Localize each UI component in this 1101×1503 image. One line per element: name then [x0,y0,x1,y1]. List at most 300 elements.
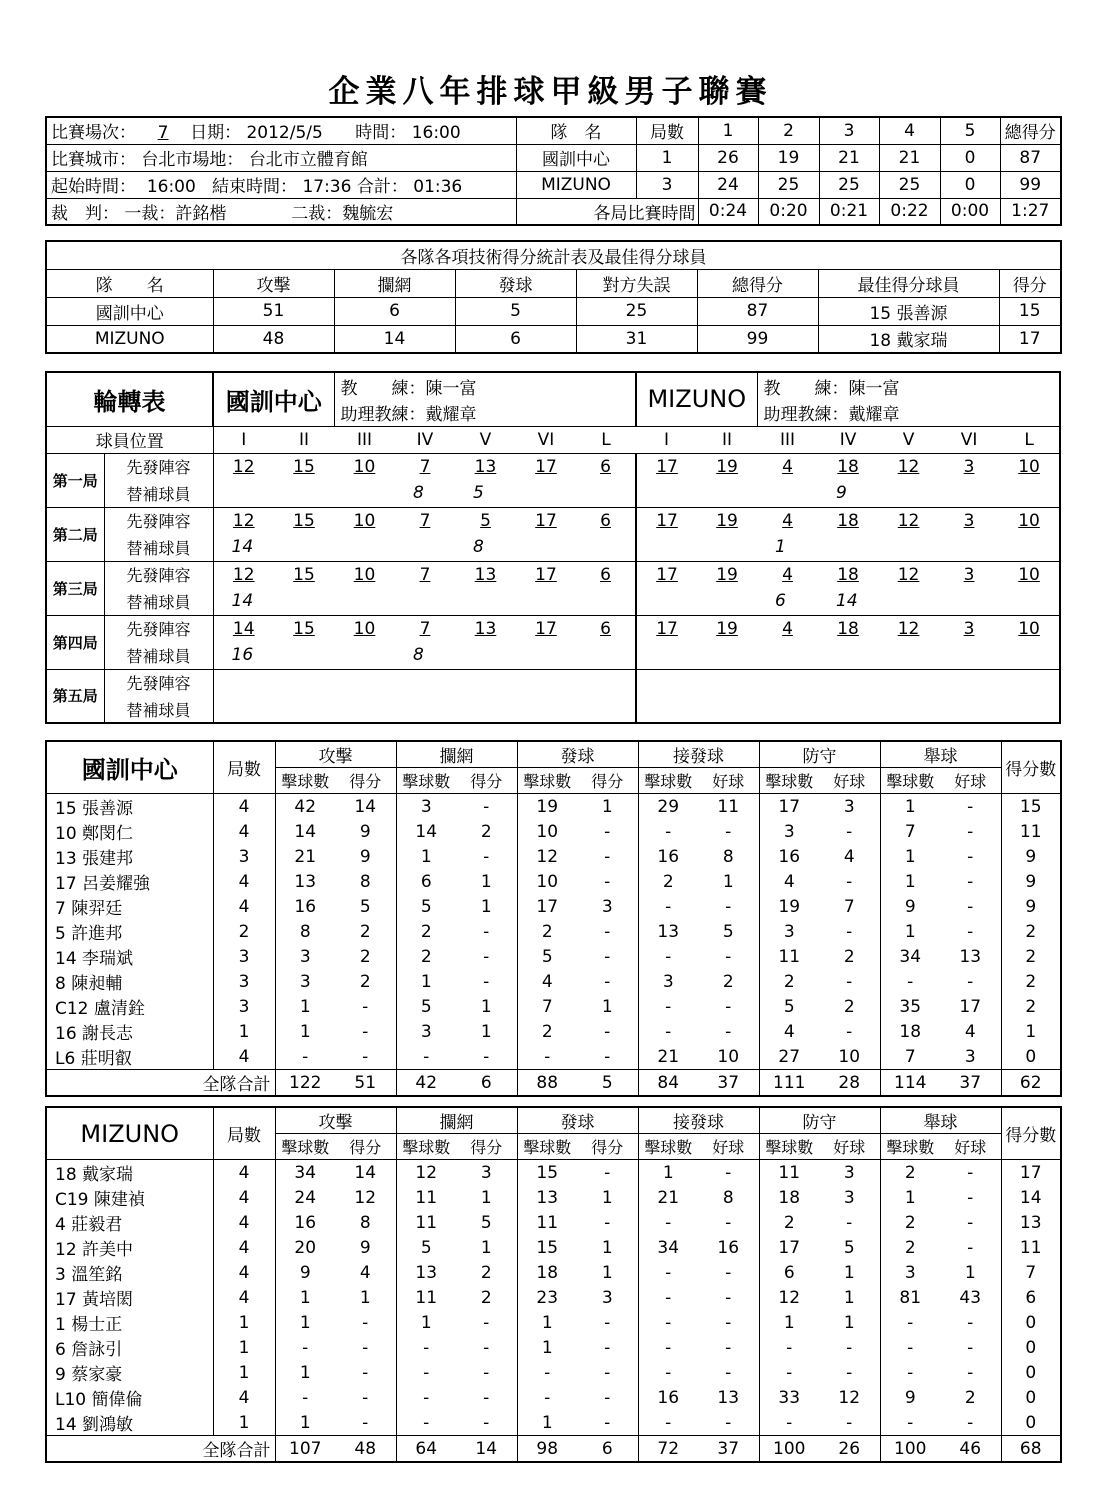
player-stat: 3 [275,969,335,994]
player-stat: 7 [819,894,880,919]
player-stat: 1 [517,1410,577,1436]
team-b-sub-player [939,642,999,669]
score-team-b: MIZUNO [516,171,636,198]
player-stat: - [456,1335,517,1360]
team-a-sub-player: 14 [213,534,274,561]
position-header: IV [395,426,455,453]
set-label: 第三局 [46,561,104,615]
player-stat: - [577,919,638,944]
substitute-label: 替補球員 [104,480,213,507]
team-b-start-player: 12 [878,453,939,480]
team-b-sub-player [697,534,757,561]
player-stat: - [517,1044,577,1070]
player-stat: 17 [759,1235,819,1260]
team-a-sub-player: 8 [395,480,455,507]
player-stat: - [275,1335,335,1360]
team-a-start-player: 7 [395,561,455,588]
player-stat: - [335,1360,396,1385]
player-stat: 11 [698,794,759,820]
player-stat: - [940,1160,1001,1186]
team-b-start-player: 18 [818,561,878,588]
stats-sub-header: 擊球數 [638,768,698,794]
player-stat: 9 [335,844,396,869]
team-a-sub-player [395,534,455,561]
team-a-start-player: 6 [576,561,636,588]
player-stat: - [638,1260,698,1285]
rotation-team-b-assistant: 助理教練：戴耀章 [757,399,1060,426]
team-a-sub-player [516,534,576,561]
team-total-value: 37 [940,1070,1001,1097]
player-stat: - [940,1310,1001,1335]
player-stat: - [940,969,1001,994]
player-row [46,1019,1061,1044]
player-stat: 4 [213,794,275,820]
team-a-start-player: 12 [213,507,274,534]
player-stat: - [577,969,638,994]
team-a-sub-player [334,480,395,507]
team-total-value: 98 [517,1436,577,1463]
player-name: 10 鄭閔仁 [46,819,213,844]
player-stat: 9 [335,819,396,844]
player-stat: - [638,1335,698,1360]
player-stat: 2 [335,944,396,969]
player-stat: - [456,1310,517,1335]
player-stat: - [638,1210,698,1235]
player-name: 4 莊毅君 [46,1210,213,1235]
player-stat: 7 [517,994,577,1019]
player-stat: 2 [456,819,517,844]
position-header: V [455,426,516,453]
player-stat: 1 [456,869,517,894]
team-a-sub-player [213,696,274,723]
team-b-sub-player [636,696,697,723]
player-stat: - [880,1310,940,1335]
player-stat: 34 [275,1160,335,1186]
player-stat: - [275,1044,335,1070]
player-stat: 1 [456,1019,517,1044]
team-b-start-player: 19 [697,453,757,480]
rotation-team-a-coach: 教 練：陳一富 [334,372,636,399]
team-a-sub-player [274,534,334,561]
player-row [46,969,1061,994]
rotation-team-b-coach: 教 練：陳一富 [757,372,1060,399]
team-a-start-player [334,669,395,696]
team-b-sub-player: 6 [757,588,818,615]
player-name: C12 盧清銓 [46,994,213,1019]
player-stat: 42 [275,794,335,820]
stats-team-name: 國訓中心 [46,741,213,794]
player-stat: - [638,1310,698,1335]
player-stat: 3 [396,794,456,820]
player-stat: - [638,1019,698,1044]
team-b-sub-player [636,480,697,507]
player-stat: 14 [335,1160,396,1186]
player-stat: - [456,1410,517,1436]
player-stat: - [698,1285,759,1310]
player-stat: - [940,919,1001,944]
player-stat: - [698,1410,759,1436]
team-a-sub-player [274,588,334,615]
stats-sub-header: 擊球數 [880,768,940,794]
team-b-sub-player: 14 [818,588,878,615]
player-stat: 2 [1001,969,1061,994]
player-name: 13 張建邦 [46,844,213,869]
player-stat: 12 [396,1160,456,1186]
player-stat: - [698,1019,759,1044]
team-a-player-stats [45,740,1062,1097]
player-stat: - [577,1310,638,1335]
stats-sub-header: 得分 [456,1134,517,1160]
player-stat: 1 [213,1410,275,1436]
player-stat: 8 [275,919,335,944]
player-stat: 11 [396,1210,456,1235]
player-stat: 3 [759,819,819,844]
team-a-start-player: 6 [576,507,636,534]
position-header: II [697,426,757,453]
stats-sub-header: 好球 [819,768,880,794]
team-b-start-player: 12 [878,615,939,642]
position-header: L [999,426,1060,453]
player-stat: - [638,1410,698,1436]
player-stat: 1 [577,794,638,820]
player-stat: 27 [759,1044,819,1070]
player-stat: 11 [517,1210,577,1235]
player-stat: 5 [819,1235,880,1260]
player-stat: 11 [1001,819,1061,844]
team-a-start-player: 15 [274,561,334,588]
player-stat: 35 [880,994,940,1019]
player-stat: 2 [335,919,396,944]
player-stat: 1 [880,794,940,820]
player-stat: - [940,819,1001,844]
player-stat: - [577,869,638,894]
player-stat: - [698,994,759,1019]
player-stat: 6 [1001,1285,1061,1310]
player-stat: 3 [213,944,275,969]
player-stat: - [698,894,759,919]
player-stat: 7 [880,1044,940,1070]
player-stat: 0 [1001,1385,1061,1410]
team-total-value: 42 [396,1070,456,1097]
player-stat: 6 [396,869,456,894]
player-stat: 4 [213,894,275,919]
set-label: 第五局 [46,669,104,723]
player-stat: 10 [819,1044,880,1070]
stats-header-points: 得分數 [1001,1107,1061,1160]
team-a-sub-player [274,480,334,507]
team-b-sub-player [878,696,939,723]
team-b-coach: 陳一富 [848,378,900,399]
team-b-sub-player [818,696,878,723]
team-a-start-player: 6 [576,615,636,642]
team-b-start-player: 12 [878,507,939,534]
team-a-sub-player [516,480,576,507]
player-stat: 10 [517,819,577,844]
player-stat: 3 [213,994,275,1019]
player-stat: 5 [456,1210,517,1235]
player-stat: 5 [517,944,577,969]
player-stat: - [577,1360,638,1385]
player-stat: 1 [638,1160,698,1186]
team-a-start-player: 7 [395,453,455,480]
team-b-assistant-coach: 戴耀章 [848,404,900,425]
team-a-start-player: 10 [334,453,395,480]
player-stat: 5 [396,994,456,1019]
player-stat: - [940,894,1001,919]
player-name: 16 謝長志 [46,1019,213,1044]
team-a-sub-player [455,588,516,615]
player-stat: 16 [759,844,819,869]
team-b-start-player: 17 [636,561,697,588]
stats-sub-header: 擊球數 [396,768,456,794]
team-a-sub-player [576,642,636,669]
player-stat: 2 [759,969,819,994]
team-total-value: 114 [880,1070,940,1097]
player-row [46,1385,1061,1410]
team-b-start-player [999,669,1060,696]
starter-label: 先發陣容 [104,507,213,534]
player-stat: 4 [213,1385,275,1410]
team-total-value: 111 [759,1070,819,1097]
player-stat: 3 [880,1260,940,1285]
team-a-start-player: 10 [334,615,395,642]
team-b-sub-player [697,588,757,615]
player-stat: - [638,1360,698,1385]
team-a-start-player: 10 [334,507,395,534]
player-stat: 1 [456,1185,517,1210]
player-stat: 13 [275,869,335,894]
player-stat: 0 [1001,1335,1061,1360]
player-stat: 3 [819,794,880,820]
player-stat: 1 [396,844,456,869]
team-a-sub-player [516,696,576,723]
player-stat: 5 [396,1235,456,1260]
team-b-start-player: 3 [939,561,999,588]
player-stat: - [940,1360,1001,1385]
stats-sub-header: 得分 [456,768,517,794]
player-name: 15 張善源 [46,794,213,820]
player-stat: 3 [456,1160,517,1186]
player-stat: 4 [759,869,819,894]
match-date: 2012/5/5 [246,123,323,144]
stats-team-name: MIZUNO [46,1107,213,1160]
player-stat: - [880,1410,940,1436]
match-info-row-4: 裁 判： 一裁：許銘楷 二裁：魏毓宏 [46,198,516,225]
player-name: 18 戴家瑞 [46,1160,213,1186]
team-total-value: 37 [698,1436,759,1463]
player-stat: 34 [880,944,940,969]
team-a-start-player: 10 [334,561,395,588]
player-stat: 2 [940,1385,1001,1410]
stats-group-header: 舉球 [880,741,1001,768]
player-stat: 1 [940,1260,1001,1285]
player-row [46,944,1061,969]
player-stat: 17 [517,894,577,919]
player-stat: - [517,1385,577,1410]
rotation-team-a-assistant: 助理教練：戴耀章 [334,399,636,426]
team-a-sub-player: 16 [213,642,274,669]
player-stat: 4 [213,1044,275,1070]
player-stat: - [819,1210,880,1235]
player-stat: - [759,1410,819,1436]
player-stat: 0 [1001,1360,1061,1385]
player-stat: 15 [517,1160,577,1186]
player-stat: 2 [517,919,577,944]
team-a-sub-player [274,696,334,723]
substitute-label: 替補球員 [104,696,213,723]
team-a-sub-player: 8 [395,642,455,669]
player-stat: 1 [880,1185,940,1210]
player-stat: 2 [1001,994,1061,1019]
player-stat: - [638,994,698,1019]
player-stat: 19 [517,794,577,820]
referee-2: 魏毓宏 [342,203,394,224]
player-stat: 1 [275,994,335,1019]
team-b-start-player [878,669,939,696]
player-stat: 4 [335,1260,396,1285]
team-a-sub-player [395,588,455,615]
player-stat: 21 [275,844,335,869]
team-a-sub-player: 8 [455,534,516,561]
total-time: 01:36 [413,177,463,197]
player-stat: 8 [335,869,396,894]
team-b-sub-player [636,534,697,561]
player-stat: 3 [213,844,275,869]
player-stat: 17 [759,794,819,820]
player-stat: - [638,819,698,844]
stats-sub-header: 好球 [698,768,759,794]
player-stat: 11 [396,1185,456,1210]
team-b-start-player [939,669,999,696]
stats-sub-header: 好球 [698,1134,759,1160]
player-stat: 16 [275,894,335,919]
team-b-sub-player [757,696,818,723]
player-stat: 21 [638,1185,698,1210]
player-row [46,1410,1061,1436]
player-stat: 34 [638,1235,698,1260]
team-a-sub-player [516,642,576,669]
team-a-start-player [395,669,455,696]
stats-group-header: 攔網 [396,1107,517,1134]
player-stat: 2 [456,1285,517,1310]
player-stat: 12 [517,844,577,869]
player-stat: 12 [819,1385,880,1410]
player-stat: 11 [759,944,819,969]
team-b-start-player: 18 [818,507,878,534]
team-a-sub-player [334,588,395,615]
page-title: 企業八年排球甲級男子聯賽 [328,74,773,110]
player-stat: 2 [880,1160,940,1186]
player-stat: - [577,1019,638,1044]
team-b-sub-player [878,588,939,615]
player-stat: - [335,1019,396,1044]
player-stat: 8 [698,1185,759,1210]
stats-sub-header: 好球 [819,1134,880,1160]
stats-group-header: 接發球 [638,741,759,768]
team-a-assistant-coach: 戴耀章 [425,404,477,425]
position-header: III [334,426,395,453]
team-total-label: 全隊合計 [46,1436,275,1463]
team-a-sub-player [516,588,576,615]
player-stat: - [456,794,517,820]
player-stat: 5 [335,894,396,919]
team-b-sub-player [999,480,1060,507]
stats-sub-header: 擊球數 [880,1134,940,1160]
team-b-start-player: 4 [757,561,818,588]
player-row [46,1235,1061,1260]
player-stat: 4 [213,1260,275,1285]
team-total-value: 28 [819,1070,880,1097]
team-a-start-player: 7 [395,615,455,642]
player-stat: - [517,1360,577,1385]
stats-sub-header: 得分 [577,1134,638,1160]
stats-sub-header: 好球 [940,1134,1001,1160]
match-info-table: 比賽場次： 7 日期： 2012/5/5 時間： 16:00 隊 名 局數 1 2 3 4 5 總得分 比賽城市： 台北市場地： 台北市立體育館 國訓中心 1 26 19 21 21 0 87 起始時間： 16:00 結束時間： 17:36 合計： 01:36 MIZUNO 3 24 25 25 25 0 99 裁 判： 一裁：許銘楷 二裁：魏毓宏 各局比賽時間 0:24 0:20 0:21 0:22 0:00 1:27 [45,116,1062,226]
team-a-start-player: 15 [274,615,334,642]
player-stat: - [577,1385,638,1410]
team-total-value: 6 [456,1070,517,1097]
player-stat: 3 [638,969,698,994]
player-stat: 1 [275,1360,335,1385]
team-b-start-player: 17 [636,453,697,480]
player-stat: 14 [396,819,456,844]
team-b-sub-player [878,480,939,507]
player-stat: - [335,994,396,1019]
player-row [46,919,1061,944]
player-stat: 4 [213,819,275,844]
team-b-sub-player [697,480,757,507]
player-stat: 3 [940,1044,1001,1070]
player-stat: 13 [1001,1210,1061,1235]
position-header: I [213,426,274,453]
team-b-start-player: 12 [878,561,939,588]
player-stat: 0 [1001,1310,1061,1335]
player-stat: - [577,1335,638,1360]
player-stat: - [940,1410,1001,1436]
player-stat: 1 [275,1019,335,1044]
player-stat: 13 [396,1260,456,1285]
player-stat: 9 [880,894,940,919]
team-total-value: 14 [456,1436,517,1463]
team-b-start-player [697,669,757,696]
player-stat: - [335,1310,396,1335]
team-b-start-player: 17 [636,507,697,534]
team-b-start-player [757,669,818,696]
player-stat: 2 [1001,919,1061,944]
team-b-start-player: 3 [939,507,999,534]
team-b-start-player: 4 [757,615,818,642]
player-stat: - [698,819,759,844]
position-header: I [636,426,697,453]
player-stat: 4 [213,1210,275,1235]
summary-title: 各隊各項技術得分統計表及最佳得分球員 [46,241,1061,269]
team-total-value: 72 [638,1436,698,1463]
player-stat: 7 [880,819,940,844]
match-info-row-1: 比賽場次： 7 日期： 2012/5/5 時間： 16:00 [46,117,516,144]
player-stat: - [638,944,698,969]
team-a-start-player: 6 [576,453,636,480]
stats-group-header: 攔網 [396,741,517,768]
rotation-title-text: 輪轉表 [93,387,166,416]
player-stat: 14 [275,819,335,844]
team-total-value: 100 [880,1436,940,1463]
player-stat: 8 [335,1210,396,1235]
team-summary-table: 各隊各項技術得分統計表及最佳得分球員 隊 名 攻擊 攔網 發球 對方失誤 總得分 最佳得分球員 得分 國訓中心 51 6 5 25 87 15 張善源 15 MIZUNO 48 14 6 31 99 18 戴家瑞 17 [45,240,1062,354]
team-b-sub-player [939,588,999,615]
player-stat: - [819,819,880,844]
team-b-start-player: 18 [818,615,878,642]
player-stat: 2 [335,969,396,994]
